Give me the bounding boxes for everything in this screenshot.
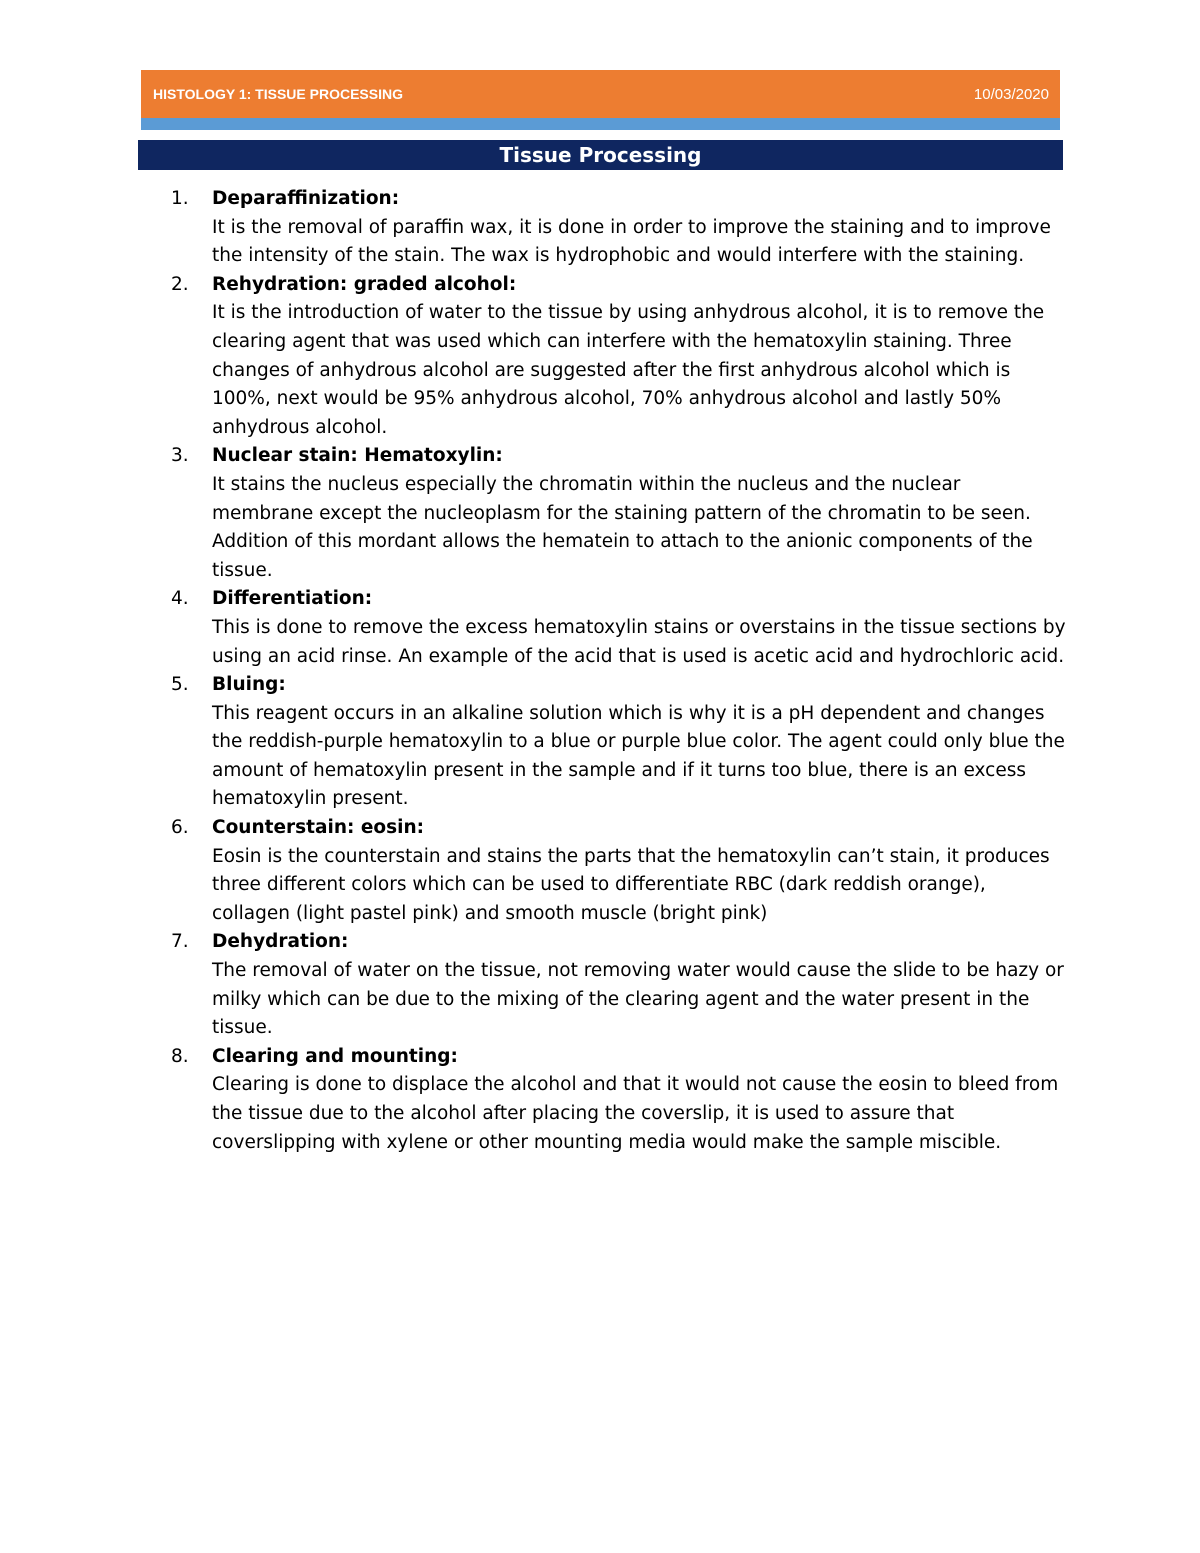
list-item bbox=[171, 271, 1071, 443]
header-divider-stripe bbox=[141, 118, 1060, 130]
page-header bbox=[141, 70, 1060, 118]
step-description: It is the introduction of water to the tissue by using anhydrous alcohol, it is to remove the clearing agent that was used which can interfere with the hematoxylin staining. Three changes of anhydrous alcohol are suggested after the first anhydrous alcohol which is 100%, next would be 95% anhydrous alcohol, 70% anhydrous alcohol and lastly 50% anhydrous alcohol. bbox=[212, 302, 1045, 438]
step-body bbox=[212, 271, 1067, 443]
list-item bbox=[171, 928, 1071, 1042]
step-title: Nuclear stain: Hematoxylin: bbox=[212, 445, 503, 467]
steps-list bbox=[171, 185, 1071, 1157]
step-description: It stains the nucleus especially the chromatin within the nucleus and the nuclear membrane except the nucleoplasm for the staining pattern of the chromatin to be seen. Addition of this mordant allows the hematein to attach to the anionic components of the tissue. bbox=[212, 473, 1033, 581]
step-description: The removal of water on the tissue, not removing water would cause the slide to be hazy or milky which can be due to the mixing of the clearing agent and the water present in the tissue. bbox=[212, 960, 1064, 1039]
step-title: Clearing and mounting: bbox=[212, 1045, 458, 1067]
step-number: 5. bbox=[171, 674, 189, 696]
header-date: 10/03/2020 bbox=[973, 85, 1049, 103]
step-title: Dehydration: bbox=[212, 931, 349, 953]
step-title: Counterstain: eosin: bbox=[212, 817, 425, 839]
step-title: Rehydration: graded alcohol: bbox=[212, 273, 517, 295]
list-item bbox=[171, 814, 1071, 928]
section-title-bar bbox=[138, 140, 1063, 170]
step-number: 6. bbox=[171, 817, 189, 839]
step-number: 3. bbox=[171, 445, 189, 467]
section-title: Tissue Processing bbox=[499, 143, 702, 167]
step-number: 2. bbox=[171, 273, 189, 295]
step-title: Differentiation: bbox=[212, 588, 373, 610]
step-body bbox=[212, 585, 1067, 671]
step-description: This reagent occurs in an alkaline solution which is why it is a pH dependent and changes the reddish-purple hematoxylin to a blue or purple blue color. The agent could only blue the amount of hematoxylin present in the sample and if it turns too blue, there is an excess hematoxylin present. bbox=[212, 702, 1065, 810]
step-body bbox=[212, 442, 1067, 585]
step-description: Clearing is done to displace the alcohol and that it would not cause the eosin to bleed from the tissue due to the alcohol after placing the coverslip, it is used to assure that coverslipping with xylene or other mounting media would make the sample miscible. bbox=[212, 1074, 1059, 1153]
list-item bbox=[171, 585, 1071, 671]
list-item bbox=[171, 442, 1071, 585]
step-body bbox=[212, 185, 1067, 271]
list-item bbox=[171, 1043, 1071, 1157]
step-body bbox=[212, 814, 1067, 928]
step-number: 4. bbox=[171, 588, 189, 610]
step-title: Bluing: bbox=[212, 674, 286, 696]
step-description: It is the removal of paraffin wax, it is done in order to improve the staining and to improve the intensity of the stain. The wax is hydrophobic and would interfere with the staining. bbox=[212, 216, 1051, 267]
step-number: 1. bbox=[171, 188, 189, 209]
list-item bbox=[171, 185, 1071, 271]
step-number: 7. bbox=[171, 931, 189, 953]
step-title: Deparaffinization: bbox=[212, 188, 400, 209]
step-description: This is done to remove the excess hematoxylin stains or overstains in the tissue sections by using an acid rinse. An example of the acid that is used is acetic acid and hydrochloric acid. bbox=[212, 616, 1066, 667]
step-description: Eosin is the counterstain and stains the parts that the hematoxylin can’t stain, it produces three different colors which can be used to differentiate RBC (dark reddish orange), collagen (light pastel pink) and smooth muscle (bright pink) bbox=[212, 845, 1050, 924]
list-item bbox=[171, 671, 1071, 814]
step-number: 8. bbox=[171, 1045, 189, 1067]
step-body bbox=[212, 928, 1067, 1042]
step-body bbox=[212, 1043, 1067, 1157]
step-body bbox=[212, 671, 1067, 814]
header-title: HISTOLOGY 1: TISSUE PROCESSING bbox=[153, 86, 403, 102]
